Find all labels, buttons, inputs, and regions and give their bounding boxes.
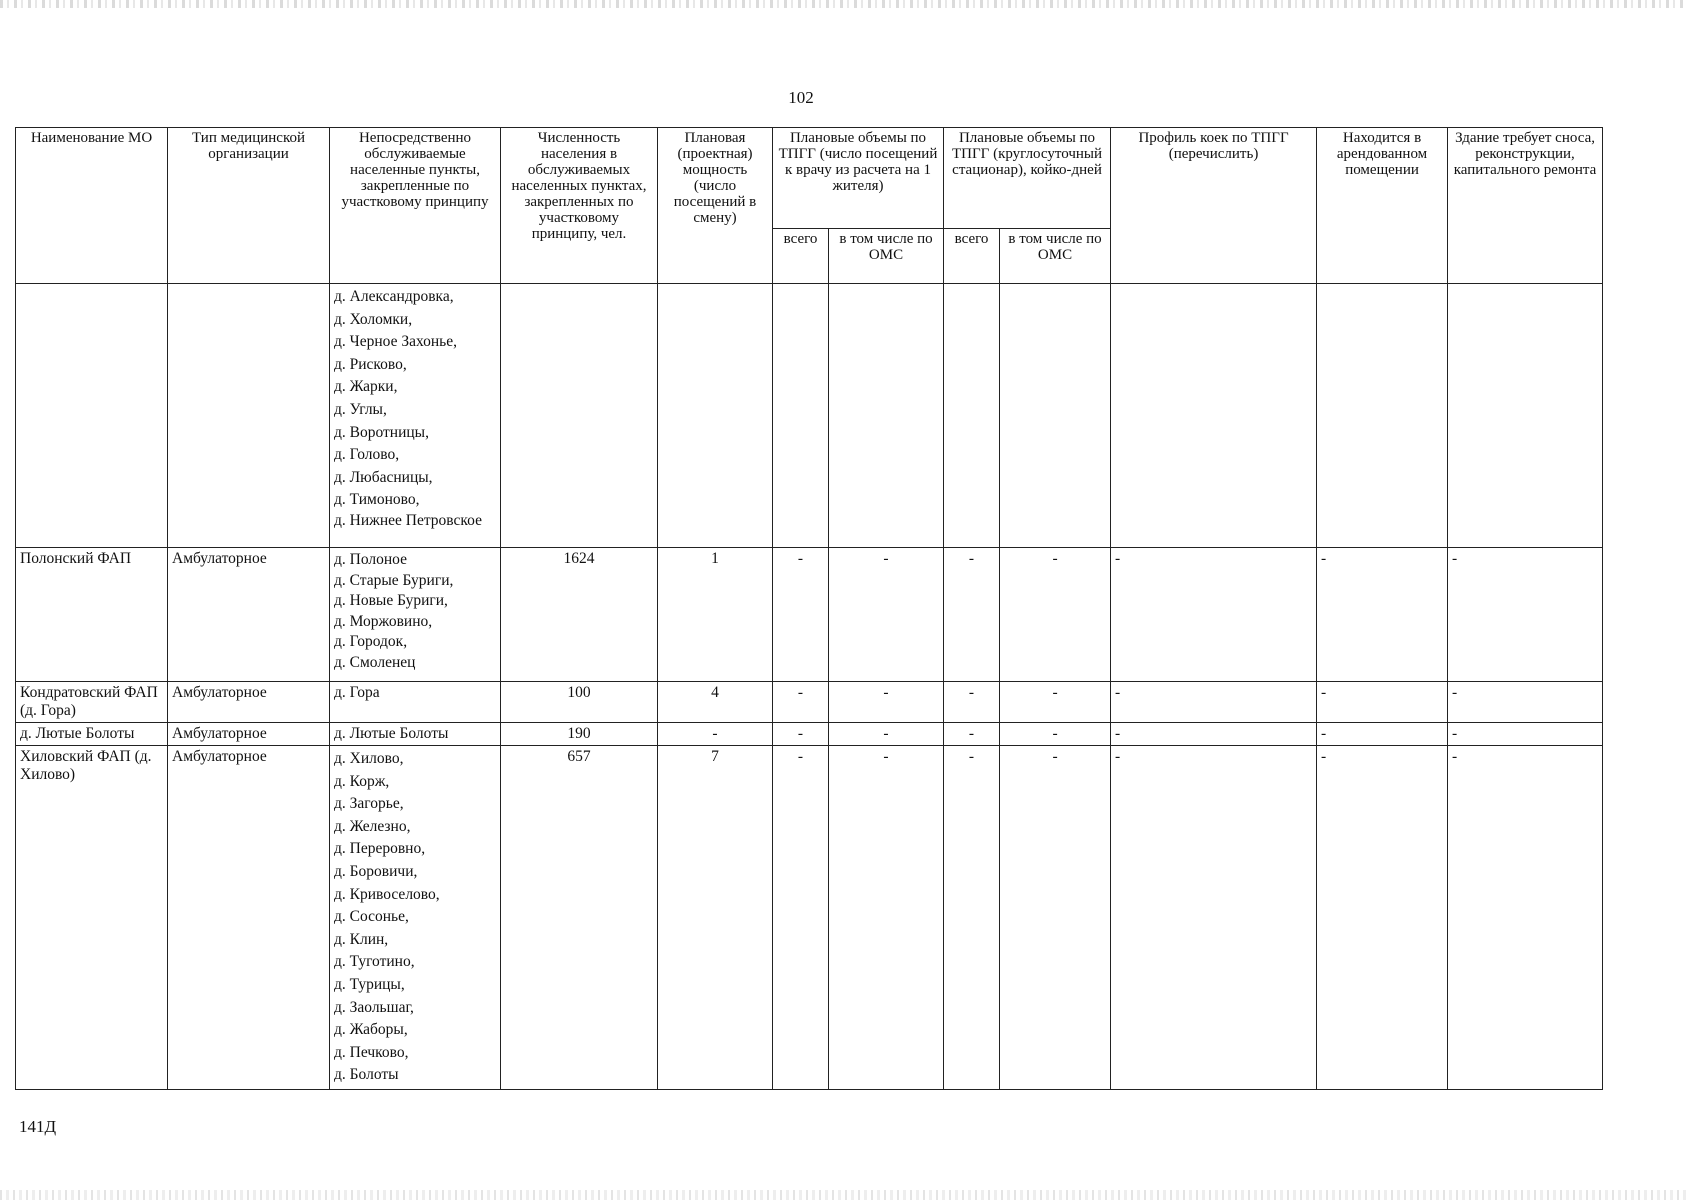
header-rented: Находится в арендованном помещении <box>1317 128 1448 284</box>
header-beds-oms: в том числе по ОМС <box>1000 229 1111 284</box>
settlement-item: д. Болоты <box>334 1066 399 1084</box>
settlement-item: д. Жарки, <box>334 378 398 396</box>
cell-beds-total: - <box>944 548 1000 682</box>
cell-type <box>168 284 330 548</box>
settlement-item: д. Холомки, <box>334 310 413 328</box>
header-bed-profile: Профиль коек по ТПГГ (перечислить) <box>1111 128 1317 284</box>
cell-building: - <box>1448 548 1603 682</box>
page-number: 102 <box>788 88 814 107</box>
cell-building: - <box>1448 723 1603 746</box>
header-building: Здание требует сноса, реконструкции, капитального ремонта <box>1448 128 1603 284</box>
settlement-item: д. Заольшаг, <box>334 998 414 1016</box>
cell-capacity: 7 <box>658 746 773 1090</box>
cell-building: - <box>1448 682 1603 723</box>
settlement-item: д. Переровно, <box>334 840 426 858</box>
cell-settlements <box>330 682 501 723</box>
settlement-item: д. Хилово, <box>334 750 404 767</box>
header-name: Наименование МО <box>16 128 168 284</box>
cell-visits-total: - <box>773 723 829 746</box>
cell-beds-total: - <box>944 746 1000 1090</box>
cell-visits-total: - <box>773 746 829 1090</box>
cell-name: Полонский ФАП <box>16 548 168 682</box>
cell-rented <box>1317 284 1448 548</box>
scan-edge-bottom <box>0 1190 1686 1200</box>
cell-beds-oms: - <box>1000 682 1111 723</box>
cell-settlements <box>330 746 501 1090</box>
cell-type: Амбулаторное <box>168 723 330 746</box>
cell-beds-total <box>944 284 1000 548</box>
settlement-item: д. Лютые Болоты <box>334 725 449 742</box>
cell-capacity <box>658 284 773 548</box>
header-row-1 <box>16 128 1603 229</box>
settlement-item: д. Сосонье, <box>334 908 409 926</box>
settlement-item: д. Новые Буриги, <box>334 592 448 610</box>
settlement-item: д. Боровичи, <box>334 862 418 880</box>
settlement-item: д. Печково, <box>334 1043 409 1061</box>
cell-name <box>16 284 168 548</box>
cell-name: Хиловский ФАП (д. Хилово) <box>16 746 168 1090</box>
settlement-item: д. Смоленец <box>334 653 416 671</box>
cell-population: 100 <box>501 682 658 723</box>
settlement-item: д. Любасницы, <box>334 468 433 486</box>
cell-bed-profile: - <box>1111 682 1317 723</box>
cell-visits-oms <box>829 284 944 548</box>
cell-bed-profile: - <box>1111 723 1317 746</box>
cell-beds-oms: - <box>1000 723 1111 746</box>
cell-rented: - <box>1317 723 1448 746</box>
header-settlements: Непосредственно обслуживаемые населенные пункты, закрепленные по участковому принципу <box>330 128 501 284</box>
settlement-item: д. Моржовино, <box>334 612 433 630</box>
settlement-item: д. Старые Буриги, <box>334 571 454 589</box>
cell-beds-oms <box>1000 284 1111 548</box>
cell-population: 190 <box>501 723 658 746</box>
settlement-item: д. Кривоселово, <box>334 885 440 903</box>
cell-rented: - <box>1317 682 1448 723</box>
header-visits-group: Плановые объемы по ТПГГ (число посещений к врачу из расчета на 1 жителя) <box>773 128 944 229</box>
table-row <box>16 284 1603 548</box>
cell-visits-total: - <box>773 682 829 723</box>
settlement-item: д. Туготино, <box>334 953 415 971</box>
settlement-item: д. Александровка, <box>334 288 454 305</box>
header-beds-total: всего <box>944 229 1000 284</box>
cell-name: Кондратовский ФАП (д. Гора) <box>16 682 168 723</box>
cell-type: Амбулаторное <box>168 548 330 682</box>
cell-beds-oms: - <box>1000 548 1111 682</box>
table-row <box>16 723 1603 746</box>
cell-bed-profile: - <box>1111 548 1317 682</box>
settlement-item: д. Клин, <box>334 930 389 948</box>
table-row <box>16 548 1603 682</box>
header-visits-total: всего <box>773 229 829 284</box>
cell-rented: - <box>1317 746 1448 1090</box>
settlement-item: д. Тимоново, <box>334 491 420 509</box>
header-visits-oms: в том числе по ОМС <box>829 229 944 284</box>
cell-settlements <box>330 548 501 682</box>
settlement-item: д. Полоное <box>334 551 407 568</box>
cell-capacity: 4 <box>658 682 773 723</box>
cell-building: - <box>1448 746 1603 1090</box>
cell-visits-oms: - <box>829 746 944 1090</box>
cell-visits-oms: - <box>829 682 944 723</box>
cell-type: Амбулаторное <box>168 682 330 723</box>
cell-settlements <box>330 284 501 548</box>
header-capacity: Плановая (проектная) мощность (число посещений в смену) <box>658 128 773 284</box>
settlement-item: д. Углы, <box>334 400 387 418</box>
cell-population: 657 <box>501 746 658 1090</box>
cell-bed-profile <box>1111 284 1317 548</box>
cell-beds-oms: - <box>1000 746 1111 1090</box>
settlement-item: д. Черное Захонье, <box>334 333 458 351</box>
cell-population: 1624 <box>501 548 658 682</box>
cell-bed-profile: - <box>1111 746 1317 1090</box>
settlement-item: д. Жаборы, <box>334 1021 408 1039</box>
settlement-item: д. Турицы, <box>334 975 405 993</box>
cell-visits-total: - <box>773 548 829 682</box>
cell-beds-total: - <box>944 682 1000 723</box>
cell-visits-total <box>773 284 829 548</box>
cell-type: Амбулаторное <box>168 746 330 1090</box>
settlement-item: д. Загорье, <box>334 795 404 813</box>
cell-visits-oms: - <box>829 548 944 682</box>
header-population: Численность населения в обслуживаемых населенных пунктах, закрепленных по участковому принципу, чел. <box>501 128 658 284</box>
cell-building <box>1448 284 1603 548</box>
settlement-item: д. Воротницы, <box>334 423 429 441</box>
cell-beds-total: - <box>944 723 1000 746</box>
table-row <box>16 682 1603 723</box>
settlement-item: д. Нижнее Петровское <box>334 511 482 529</box>
mo-table <box>15 127 1603 1090</box>
scan-edge-top <box>0 0 1686 8</box>
cell-rented: - <box>1317 548 1448 682</box>
cell-population <box>501 284 658 548</box>
cell-capacity: - <box>658 723 773 746</box>
settlement-item: д. Городок, <box>334 633 408 651</box>
document-code: 141Д <box>19 1117 57 1136</box>
settlement-item: д. Рисково, <box>334 355 407 373</box>
cell-name: д. Лютые Болоты <box>16 723 168 746</box>
cell-settlements <box>330 723 501 746</box>
header-type: Тип медицинской организации <box>168 128 330 284</box>
table-row <box>16 746 1603 1090</box>
header-beds-group: Плановые объемы по ТПГГ (круглосуточный стационар), койко-дней <box>944 128 1111 229</box>
settlement-item: д. Голово, <box>334 446 400 464</box>
settlement-item: д. Гора <box>334 684 380 701</box>
settlement-item: д. Железно, <box>334 817 411 835</box>
settlement-item: д. Корж, <box>334 772 390 790</box>
cell-visits-oms: - <box>829 723 944 746</box>
cell-capacity: 1 <box>658 548 773 682</box>
